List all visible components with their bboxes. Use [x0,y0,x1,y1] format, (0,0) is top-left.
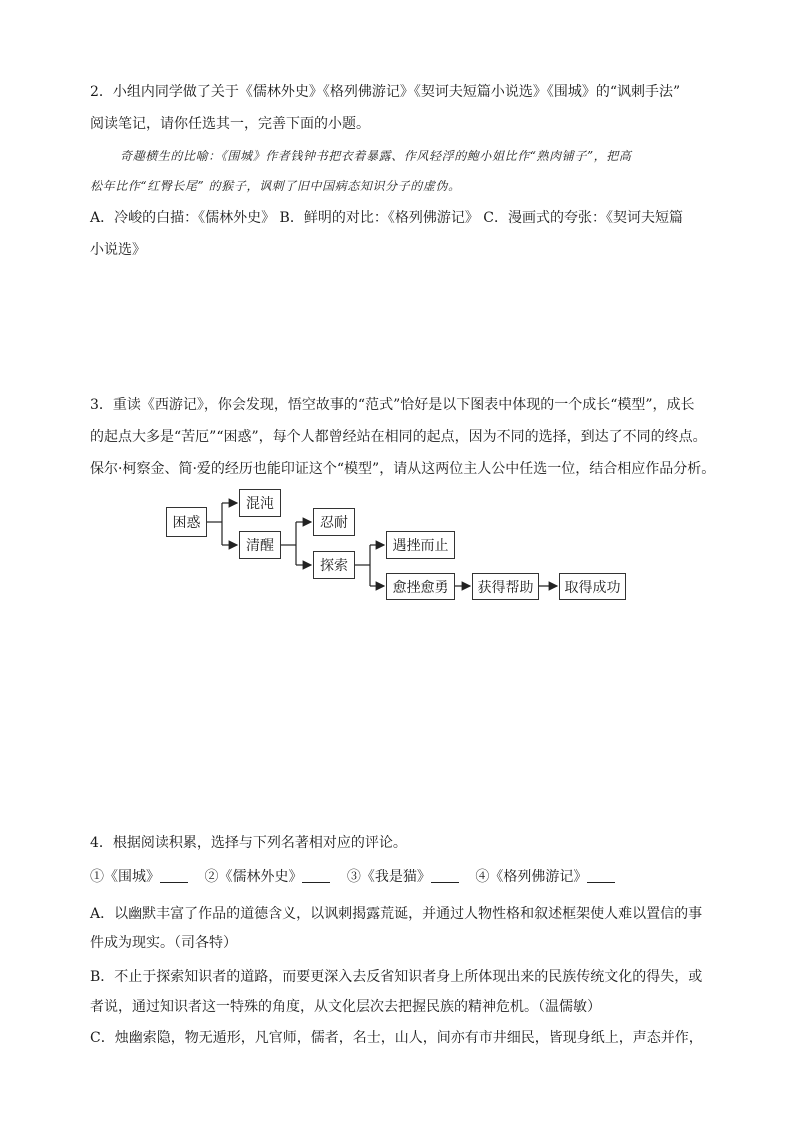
q3-prompt-line1: 3．重读《西游记》，你会发现，悟空故事的“范式”恰好是以下图表中体现的一个成长“模型”，成长 [90,397,695,413]
node-chaos: 混沌 [239,489,281,517]
q2-prompt-line2: 阅读笔记，请你任选其一，完善下面的小题。 [90,116,370,132]
node-confusion: 困惑 [166,507,207,537]
q4-item-4: ④《格列佛游记》 [475,869,588,885]
q2-note-line2: 松年比作“红臀长尾” 的猴子，讽刺了旧中国病态知识分子的虚伪。 [90,179,461,193]
node-awake: 清醒 [239,531,281,559]
q4-item-3: ③《我是猫》 [346,869,431,885]
q4-answer-blank-4[interactable] [587,868,615,883]
q4-item-2: ②《儒林外史》 [204,869,303,885]
q4-option-b-line2: 者说，通过知识者这一特殊的角度，从文化层次去把握民族的精神危机。（温儒敏） [90,999,601,1015]
node-get-help: 获得帮助 [472,573,539,600]
node-explore: 探索 [313,551,355,579]
q3-prompt-line2: 的起点大多是“苦厄”“困惑”，每个人都曾经站在相同的起点，因为不同的选择，到达了不同的终点。 [90,429,707,445]
q4-option-b-line1: B．不止于探索知识者的道路，而要更深入去反省知识者身上所体现出来的民族传统文化的得失，或 [90,969,703,985]
q4-option-c-line1: C．烛幽索隐，物无遁形，凡官师，儒者，名士，山人，间亦有市井细民，皆现身纸上，声态并作， [90,1030,703,1046]
q4-option-a-line1: A．以幽默丰富了作品的道德含义，以讽刺揭露荒诞，并通过人物性格和叙述框架使人难以置信的事 [90,906,703,922]
q3-prompt-line3: 保尔·柯察金、简·爱的经历也能印证这个“模型”，请从这两位主人公中任选一位，结合相应作品分析。 [90,461,716,477]
q4-option-a-line2: 件成为现实。（司各特） [90,935,237,951]
q4-answer-blank-1[interactable] [160,868,188,883]
node-endure: 忍耐 [313,508,355,536]
q4-answer-blank-2[interactable] [302,868,330,883]
node-braver-with-setback: 愈挫愈勇 [386,573,455,600]
q4-item-1: ①《围城》 [90,869,160,885]
q2-options-line1: A．冷峻的白描：《儒林外史》 B．鲜明的对比：《格列佛游记》 C．漫画式的夸张：《契诃夫短篇 [90,210,684,226]
node-success: 取得成功 [559,573,626,600]
node-stop-at-setback: 遇挫而止 [386,531,455,559]
q2-options-line2: 小说选》 [90,242,146,258]
q4-answer-blank-3[interactable] [431,868,459,883]
q2-note-line1: 奇趣横生的比喻：《围城》作者钱钟书把衣着暴露、作风轻浮的鲍小姐比作“熟肉铺子”，把高 [120,149,632,163]
q4-prompt: 4．根据阅读积累，选择与下列名著相对应的评论。 [90,835,407,851]
q2-prompt-line1: 2．小组内同学做了关于《儒林外史》《格列佛游记》《契诃夫短篇小说选》《围城》的“讽刺手法” [90,84,681,100]
q4-items-row [90,867,627,887]
